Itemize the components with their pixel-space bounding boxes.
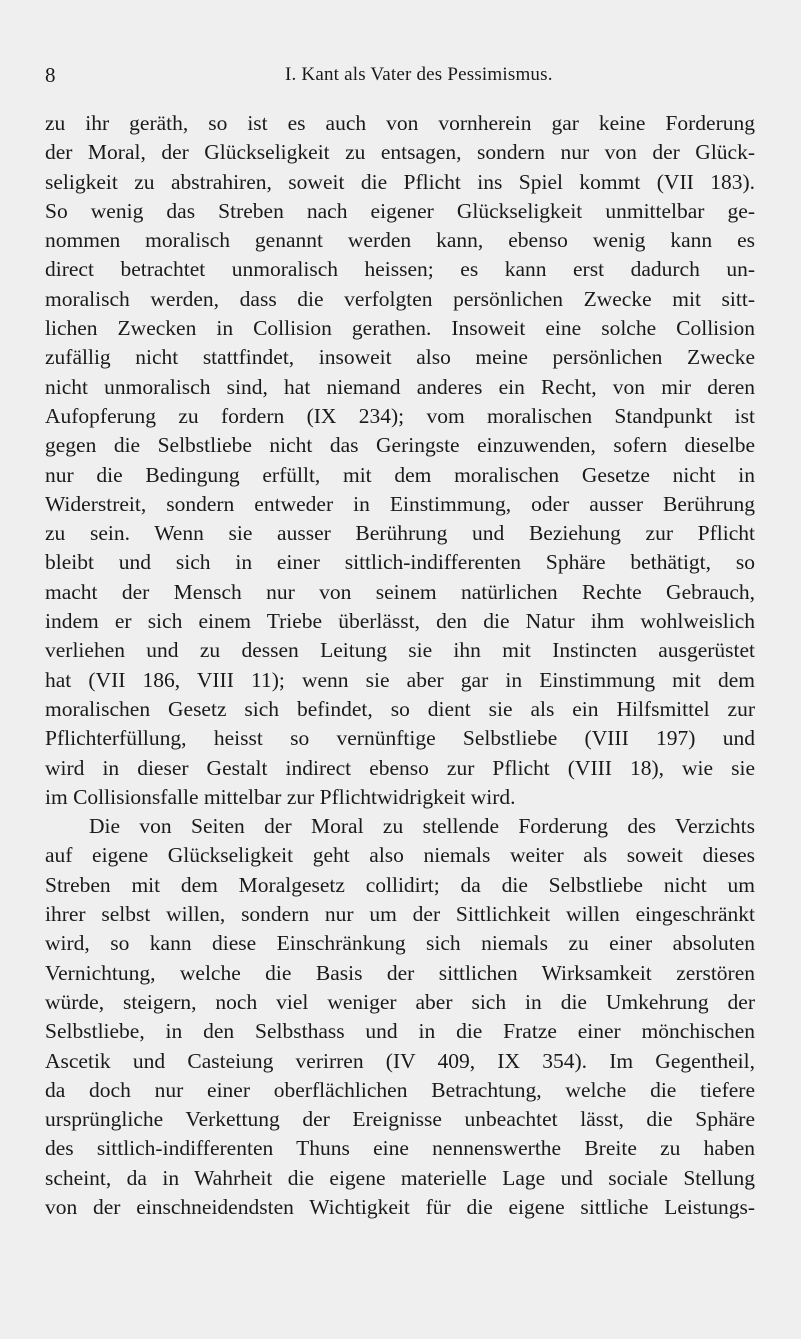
body-text (45, 109, 755, 1222)
text-line: würde, steigern, noch viel weniger aber sich in die Umkehrung der (45, 989, 755, 1014)
text-line: da doch nur einer oberflächlichen Betrachtung, welche die tiefere (45, 1077, 755, 1102)
text-line: ihrer selbst willen, sondern nur um der Sittlichkeit willen eingeschränkt (45, 902, 755, 927)
text-line: ursprüngliche Verkettung der Ereignisse unbeachtet lässt, die Sphäre (45, 1107, 755, 1132)
text-line: So wenig das Streben nach eigener Glückseligkeit unmittelbar ge- (45, 198, 755, 223)
text-line: zu sein. Wenn sie ausser Berührung und Beziehung zur Pflicht (45, 521, 755, 546)
text-line: nicht unmoralisch sind, hat niemand anderes ein Recht, von mir deren (45, 374, 755, 399)
running-head: I. Kant als Vater des Pessimismus. (285, 64, 553, 85)
text-line: moralisch werden, dass die verfolgten persönlichen Zwecke mit sitt- (45, 286, 755, 311)
text-line: Ascetik und Casteiung verirren (IV 409, IX 354). Im Gegentheil, (45, 1048, 755, 1073)
text-line: verliehen und zu dessen Leitung sie ihn mit Instincten ausgerüstet (45, 638, 755, 663)
text-line: zu ihr geräth, so ist es auch von vornherein gar keine Forderung (45, 111, 755, 135)
text-line: hat (VII 186, VIII 11); wenn sie aber gar in Einstimmung mit dem (45, 667, 755, 692)
text-line: indem er sich einem Triebe überlässt, den die Natur ihm wohlweislich (45, 609, 755, 634)
text-line: auf eigene Glückseligkeit geht also niemals weiter als soweit dieses (45, 843, 755, 868)
page-number: 8 (45, 63, 56, 87)
text-line: Streben mit dem Moralgesetz collidirt; da die Selbstliebe nicht um (45, 872, 755, 897)
text-line: bleibt und sich in einer sittlich-indifferenten Sphäre bethätigt, so (45, 550, 755, 575)
paragraph-first-line: Die von Seiten der Moral zu stellende Forderung des Verzichts (89, 814, 755, 839)
text-line: wird in dieser Gestalt indirect ebenso zur Pflicht (VIII 18), wie sie (45, 755, 755, 780)
text-line: scheint, da in Wahrheit die eigene materielle Lage und sociale Stellung (45, 1165, 755, 1190)
text-line: Widerstreit, sondern entweder in Einstimmung, oder ausser Berührung (45, 491, 755, 516)
text-line: nommen moralisch genannt werden kann, ebenso wenig kann es (45, 228, 755, 253)
paragraph-last-line: im Collisionsfalle mittelbar zur Pflichtwidrigkeit wird. (45, 784, 516, 809)
text-line: der Moral, der Glückseligkeit zu entsagen, sondern nur von der Glück- (45, 140, 755, 165)
text-line: Pflichterfüllung, heisst so vernünftige Selbstliebe (VIII 197) und (45, 726, 755, 751)
text-line: lichen Zwecken in Collision gerathen. Insoweit eine solche Collision (45, 316, 755, 341)
text-line: von der einschneidendsten Wichtigkeit für die eigene sittliche Leistungs- (45, 1194, 755, 1219)
text-line: zufällig nicht stattfindet, insoweit also meine persönlichen Zwecke (45, 345, 755, 370)
text-line: Aufopferung zu fordern (IX 234); vom moralischen Standpunkt ist (45, 403, 755, 428)
text-line: nur die Bedingung erfüllt, mit dem moralischen Gesetze nicht in (45, 462, 755, 487)
text-line: gegen die Selbstliebe nicht das Geringste einzuwenden, sofern dieselbe (45, 433, 755, 458)
text-line: wird, so kann diese Einschränkung sich niemals zu einer absoluten (45, 931, 755, 956)
text-line: Vernichtung, welche die Basis der sittlichen Wirksamkeit zerstören (45, 960, 755, 985)
text-line: moralischen Gesetz sich befindet, so dient sie als ein Hilfsmittel zur (45, 696, 755, 721)
text-line: direct betrachtet unmoralisch heissen; es kann erst dadurch un- (45, 257, 755, 282)
text-line: macht der Mensch nur von seinem natürlichen Rechte Gebrauch, (45, 579, 755, 604)
text-line: Selbstliebe, in den Selbsthass und in die Fratze einer mönchischen (45, 1019, 755, 1044)
text-line: seligkeit zu abstrahiren, soweit die Pflicht ins Spiel kommt (VII 183). (45, 169, 755, 194)
text-line: des sittlich-indifferenten Thuns eine nennenswerthe Breite zu haben (45, 1136, 755, 1161)
